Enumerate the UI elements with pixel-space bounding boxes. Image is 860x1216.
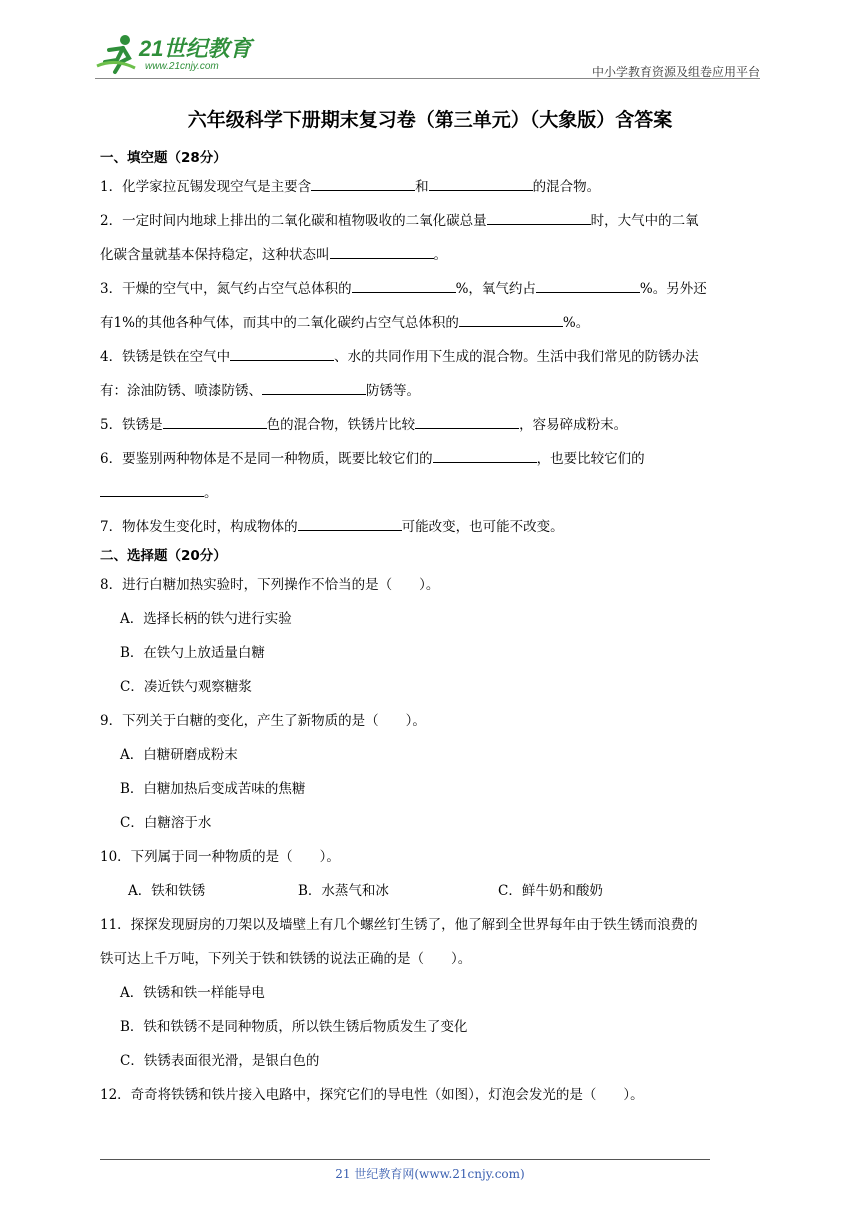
answer-blank[interactable]: [433, 448, 537, 463]
answer-blank[interactable]: [429, 176, 533, 191]
option-c[interactable]: C．白糖溶于水: [120, 815, 212, 831]
question-1: [100, 170, 760, 204]
question-text: 1．化学家拉瓦锡发现空气是主要含: [100, 179, 312, 195]
answer-blank[interactable]: [330, 244, 434, 259]
site-logo[interactable]: [95, 30, 265, 78]
question-text: 有：涂油防锈、喷漆防锈、: [100, 383, 262, 399]
answer-blank[interactable]: [163, 414, 267, 429]
option-c[interactable]: C．鲜牛奶和酸奶: [498, 883, 603, 899]
option-b[interactable]: B．白糖加热后变成苦味的焦糖: [120, 781, 306, 797]
question-text: 。: [433, 247, 447, 263]
option-b[interactable]: B．在铁勺上放适量白糖: [120, 645, 265, 661]
answer-blank[interactable]: [487, 210, 591, 225]
answer-blank[interactable]: [100, 482, 204, 497]
option-c[interactable]: C．凑近铁勺观察糖浆: [120, 679, 252, 695]
question-text: %。: [562, 315, 590, 331]
question-text: 11．探探发现厨房的刀架以及墙壁上有几个螺丝钉生锈了，他了解到全世界每年由于铁生锈而浪费的: [100, 917, 698, 933]
option-a[interactable]: A．选择长柄的铁勺进行实验: [120, 611, 292, 627]
question-text: 防锈等。: [366, 383, 420, 399]
question-text: 。: [204, 485, 218, 501]
logo-url: www.21cnjy.com: [145, 61, 219, 72]
question-3: [100, 272, 760, 340]
question-text: ，容易碎成粉末。: [519, 417, 628, 433]
question-text: 和: [415, 179, 429, 195]
question-6: [100, 442, 760, 510]
answer-blank[interactable]: [311, 176, 415, 191]
question-text: 、水的共同作用下生成的混合物。生活中我们常见的防锈办法: [334, 349, 699, 365]
option-a[interactable]: A．铁锈和铁一样能导电: [120, 985, 265, 1001]
answer-blank[interactable]: [230, 346, 334, 361]
question-8-stem: 8．进行白糖加热实验时，下列操作不恰当的是（ ）。: [100, 577, 440, 593]
option-c[interactable]: C．铁锈表面很光滑，是银白色的: [120, 1053, 320, 1069]
question-text: 5．铁锈是: [100, 417, 163, 433]
answer-blank[interactable]: [352, 278, 456, 293]
answer-blank[interactable]: [298, 516, 402, 531]
page-footer[interactable]: 21 世纪教育网(www.21cnjy.com): [335, 1167, 525, 1181]
page-header: [95, 30, 760, 80]
question-text: 铁可达上千万吨，下列关于铁和铁锈的说法正确的是（ ）。: [100, 951, 472, 967]
question-10-stem: 10．下列属于同一种物质的是（ ）。: [100, 849, 340, 865]
question-text: 可能改变，也可能不改变。: [401, 519, 564, 535]
question-text: %。另外还: [639, 281, 707, 297]
answer-blank[interactable]: [459, 312, 563, 327]
answer-blank[interactable]: [536, 278, 640, 293]
question-9-stem: 9．下列关于白糖的变化，产生了新物质的是（ ）。: [100, 713, 426, 729]
option-a[interactable]: A．白糖研磨成粉末: [120, 747, 238, 763]
question-text: 的混合物。: [532, 179, 601, 195]
question-text: ，也要比较它们的: [536, 451, 645, 467]
option-a[interactable]: A．铁和铁锈: [128, 883, 206, 899]
question-12-stem: 12．奇奇将铁锈和铁片接入电路中，探究它们的导电性（如图），灯泡会发光的是（ ）。: [100, 1087, 644, 1103]
question-text: 7．物体发生变化时，构成物体的: [100, 519, 298, 535]
question-text: 2．一定时间内地球上排出的二氧化碳和植物吸收的二氧化碳总量: [100, 213, 487, 229]
question-2: [100, 204, 760, 272]
question-10-options: [100, 874, 760, 908]
option-b[interactable]: B．水蒸气和冰: [298, 883, 389, 899]
section-heading: 二、选择题（20分）: [100, 548, 227, 564]
question-text: 6．要鉴别两种物体是不是同一种物质，既要比较它们的: [100, 451, 433, 467]
question-5: [100, 408, 760, 442]
question-text: 时，大气中的二氧: [590, 213, 699, 229]
section-heading: 一、填空题（28分）: [100, 150, 227, 166]
question-text: 有1%的其他各种气体，而其中的二氧化碳约占空气总体积的: [100, 315, 459, 331]
footer-divider: [100, 1159, 710, 1160]
runner-logo-icon: [95, 32, 139, 76]
header-platform-name: 中小学教育资源及组卷应用平台: [591, 65, 760, 79]
question-4: [100, 340, 760, 408]
exam-content: [100, 146, 760, 1112]
header-divider: [95, 78, 760, 79]
question-text: 色的混合物，铁锈片比较: [266, 417, 416, 433]
question-11-stem: [100, 908, 760, 976]
question-text: %，氧气约占: [455, 281, 536, 297]
page-title: 六年级科学下册期末复习卷（第三单元）（大象版）含答案: [187, 109, 673, 131]
question-text: 3．干燥的空气中，氮气约占空气总体积的: [100, 281, 352, 297]
option-b[interactable]: B．铁和铁锈不是同种物质，所以铁生锈后物质发生了变化: [120, 1019, 468, 1035]
answer-blank[interactable]: [415, 414, 519, 429]
logo-text: 21世纪教育: [139, 36, 252, 61]
question-text: 化碳含量就基本保持稳定，这种状态叫: [100, 247, 330, 263]
question-text: 4．铁锈是铁在空气中: [100, 349, 231, 365]
question-7: [100, 510, 760, 544]
answer-blank[interactable]: [262, 380, 366, 395]
